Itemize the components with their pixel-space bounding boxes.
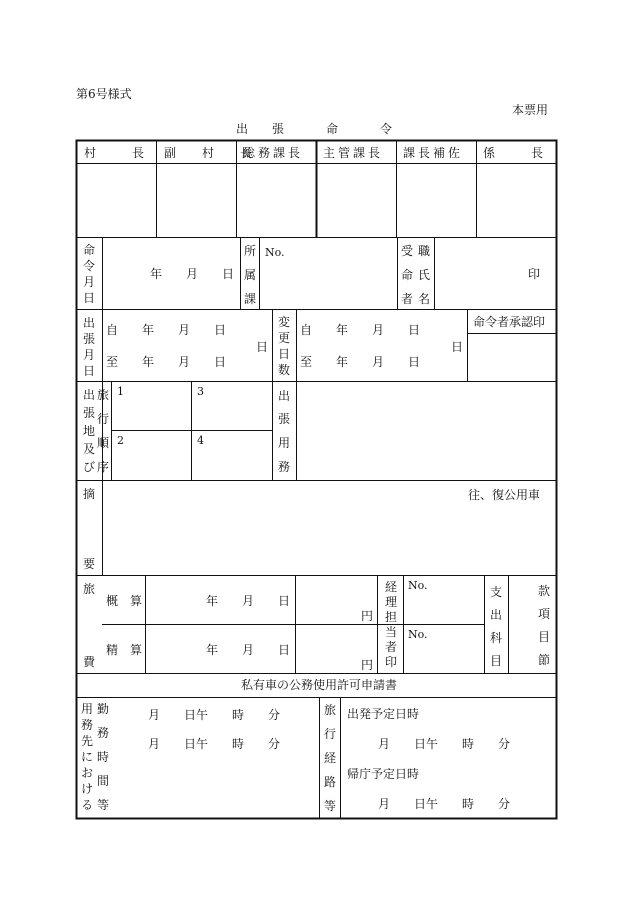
change-days-unit: 日: [451, 340, 464, 354]
summary-label-top: 摘: [82, 487, 95, 501]
estimate-yen-unit: 円: [361, 609, 374, 623]
form-number: 第6号様式: [76, 87, 132, 101]
destination-2-field[interactable]: [113, 432, 190, 479]
settlement-date[interactable]: 年 月 日: [206, 643, 291, 657]
accountant-no-2-label: No.: [408, 628, 428, 641]
destination-3-number: 3: [197, 385, 204, 398]
accountant-no-1-field[interactable]: [405, 577, 483, 623]
trip-days-unit: 日: [256, 340, 269, 354]
approval-mayor: 村 長: [84, 146, 145, 160]
stamp-box-manager[interactable]: [318, 165, 395, 236]
form-title: 出 張 命 令: [236, 122, 399, 136]
expenses-label-top: 旅: [82, 582, 95, 596]
destination-1-field[interactable]: [113, 383, 190, 429]
department-no-label: No.: [265, 246, 285, 259]
stamp-box-mayor[interactable]: [78, 165, 155, 236]
trip-to-date[interactable]: 至 年 月 日: [106, 355, 227, 369]
settlement-amount-field[interactable]: [297, 626, 376, 672]
copy-type-label: 本票用: [512, 103, 549, 117]
order-date-value[interactable]: 年 月 日: [150, 267, 235, 281]
destination-1-number: 1: [117, 385, 124, 398]
change-from-date[interactable]: 自 年 月 日: [300, 323, 421, 337]
work-end-time[interactable]: 月 日午 時 分: [148, 737, 281, 751]
private-car-heading: 私有車の公務使用許可申請書: [241, 678, 398, 692]
approver-seal-label: 命令者承認印: [473, 315, 546, 329]
approver-seal-box[interactable]: [469, 335, 556, 380]
settlement-yen-unit: 円: [361, 658, 374, 672]
summary-note[interactable]: 往、復公用車: [468, 488, 541, 502]
stamp-box-section-head[interactable]: [478, 165, 555, 236]
stamp-box-general-affairs[interactable]: [238, 165, 315, 236]
estimate-label: 概 算: [106, 594, 143, 608]
expenses-label-bottom: 費: [82, 655, 95, 669]
departure-label: 出発予定日時: [347, 707, 420, 721]
trip-from-date[interactable]: 自 年 月 日: [106, 323, 227, 337]
estimate-amount-field[interactable]: [297, 577, 376, 623]
approval-general-affairs-chief: 総務課長: [243, 146, 304, 160]
approval-assistant-manager: 課長補佐: [403, 146, 464, 160]
destination-3-field[interactable]: [193, 383, 271, 429]
destination-2-number: 2: [117, 434, 124, 447]
recipient-seal-mark: 印: [528, 267, 541, 281]
estimate-date[interactable]: 年 月 日: [206, 594, 291, 608]
accountant-no-2-field[interactable]: [405, 626, 483, 672]
approval-manager: 主管課長: [323, 146, 384, 160]
destination-4-field[interactable]: [193, 432, 271, 479]
work-start-time[interactable]: 月 日午 時 分: [148, 708, 281, 722]
settlement-label: 精 算: [106, 643, 143, 657]
stamp-box-deputy-mayor[interactable]: [158, 165, 235, 236]
approval-deputy-mayor: 副 村 長: [164, 146, 260, 160]
return-time[interactable]: 月 日午 時 分: [378, 797, 511, 811]
departure-time[interactable]: 月 日午 時 分: [378, 737, 511, 751]
accountant-no-1-label: No.: [408, 579, 428, 592]
summary-field[interactable]: [104, 482, 556, 574]
return-label: 帰庁予定日時: [347, 767, 420, 781]
approval-section-head: 係 長: [483, 146, 544, 160]
stamp-box-assistant[interactable]: [398, 165, 475, 236]
department-field[interactable]: [261, 239, 396, 308]
summary-label-bottom: 要: [82, 557, 95, 571]
business-purpose-field[interactable]: [298, 383, 556, 479]
destination-4-number: 4: [197, 434, 204, 447]
change-to-date[interactable]: 至 年 月 日: [300, 355, 421, 369]
